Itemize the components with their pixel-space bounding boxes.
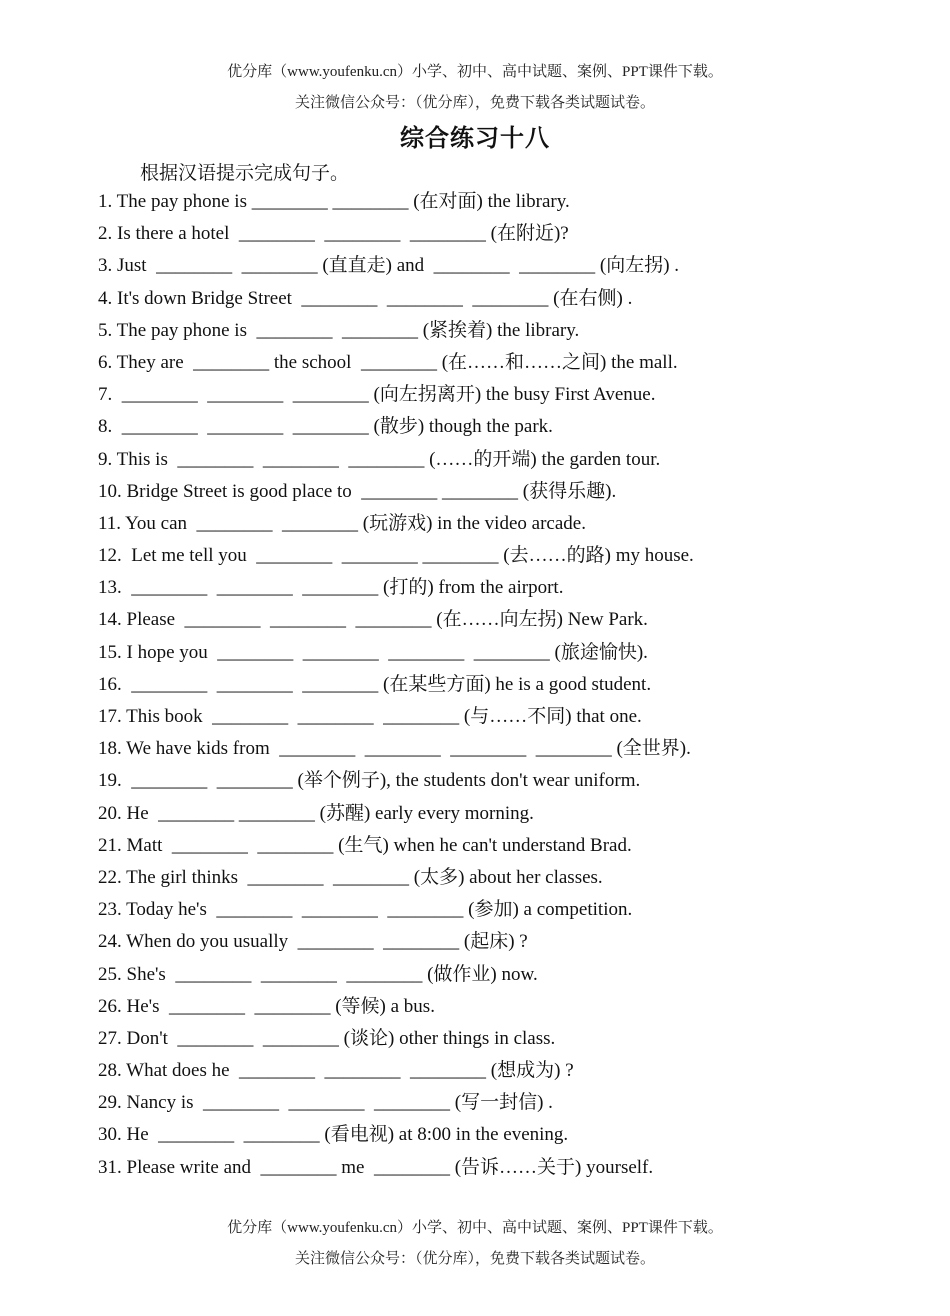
exercise-item-30: 30. He ________ ________ (看电视) at 8:00 in the evening. <box>98 1124 569 1146</box>
exercise-item-3: 3. Just ________ ________ (直直走) and ________ ________ (向左拐) . <box>98 255 680 277</box>
exercise-item-18: 18. We have kids from ________ ________ ________ ________ (全世界). <box>98 738 691 760</box>
footer-line-2: 关注微信公众号：（优分库），免费下载各类试题试卷。 <box>294 1251 655 1267</box>
exercise-item-24: 24. When do you usually ________ ________ (起床) ? <box>98 931 528 953</box>
header-line-2: 关注微信公众号：（优分库），免费下载各类试题试卷。 <box>294 95 655 111</box>
exercise-item-26: 26. He's ________ ________ (等候) a bus. <box>98 995 435 1017</box>
header-line-1: 优分库（www.youfenku.cn）小学、初中、高中试题、案例、PPT课件下载。 <box>227 64 723 80</box>
exercise-item-27: 27. Don't ________ ________ (谈论) other things in class. <box>98 1027 556 1049</box>
exercise-item-1: 1. The pay phone is ________ ________ (在对面) the library. <box>98 191 570 212</box>
exercise-item-20: 20. He ________ ________ (苏醒) early every morning. <box>98 802 534 824</box>
exercise-item-12: 12. Let me tell you ________ ________ ________ (去……的路) my house. <box>98 545 694 567</box>
page-title: 综合练习十八 <box>400 123 550 152</box>
exercise-item-4: 4. It's down Bridge Street ________ ________ ________ (在右侧) . <box>98 287 633 309</box>
exercise-list <box>98 186 918 1184</box>
exercise-item-23: 23. Today he's ________ ________ ________ (参加) a competition. <box>98 899 633 921</box>
exercise-item-31: 31. Please write and ________ me ________ (告诉……关于) yourself. <box>98 1156 654 1178</box>
exercise-item-9: 9. This is ________ ________ ________ (……的开端) the garden tour. <box>98 448 661 470</box>
exercise-item-22: 22. The girl thinks ________ ________ (太多) about her classes. <box>98 866 603 888</box>
exercise-item-21: 21. Matt ________ ________ (生气) when he can't understand Brad. <box>98 834 632 856</box>
exercise-item-25: 25. She's ________ ________ ________ (做作业) now. <box>98 963 538 985</box>
exercise-item-19: 19. ________ ________ (举个例子), the students don't wear uniform. <box>98 770 641 792</box>
exercise-item-14: 14. Please ________ ________ ________ (在……向左拐) New Park. <box>98 609 648 631</box>
instruction: 根据汉语提示完成句子。 <box>140 163 350 184</box>
exercise-item-17: 17. This book ________ ________ ________ (与……不同) that one. <box>98 706 642 727</box>
exercise-item-10: 10. Bridge Street is good place to ________ ________ (获得乐趣). <box>98 480 617 502</box>
exercise-item-15: 15. I hope you ________ ________ ________ ________ (旅途愉快). <box>98 641 648 663</box>
exercise-item-16: 16. ________ ________ ________ (在某些方面) he is a good student. <box>98 673 652 695</box>
exercise-item-8: 8. ________ ________ ________ (散步) though the park. <box>98 416 553 438</box>
exercise-item-28: 28. What does he ________ ________ ________ (想成为) ? <box>98 1060 574 1082</box>
exercise-item-5: 5. The pay phone is ________ ________ (紧挨着) the library. <box>98 319 580 341</box>
exercise-item-29: 29. Nancy is ________ ________ ________ (写一封信) . <box>98 1092 553 1114</box>
footer-line-1: 优分库（www.youfenku.cn）小学、初中、高中试题、案例、PPT课件下载。 <box>227 1220 723 1236</box>
exercise-item-11: 11. You can ________ ________ (玩游戏) in the video arcade. <box>98 512 586 534</box>
exercise-item-2: 2. Is there a hotel ________ ________ ________ (在附近)? <box>98 223 569 245</box>
exercise-item-7: 7. ________ ________ ________ (向左拐离开) the busy First Avenue. <box>98 384 656 406</box>
exercise-item-6: 6. They are ________ the school ________ (在……和……之间) the mall. <box>98 351 678 373</box>
exercise-item-13: 13. ________ ________ ________ (打的) from the airport. <box>98 577 564 599</box>
